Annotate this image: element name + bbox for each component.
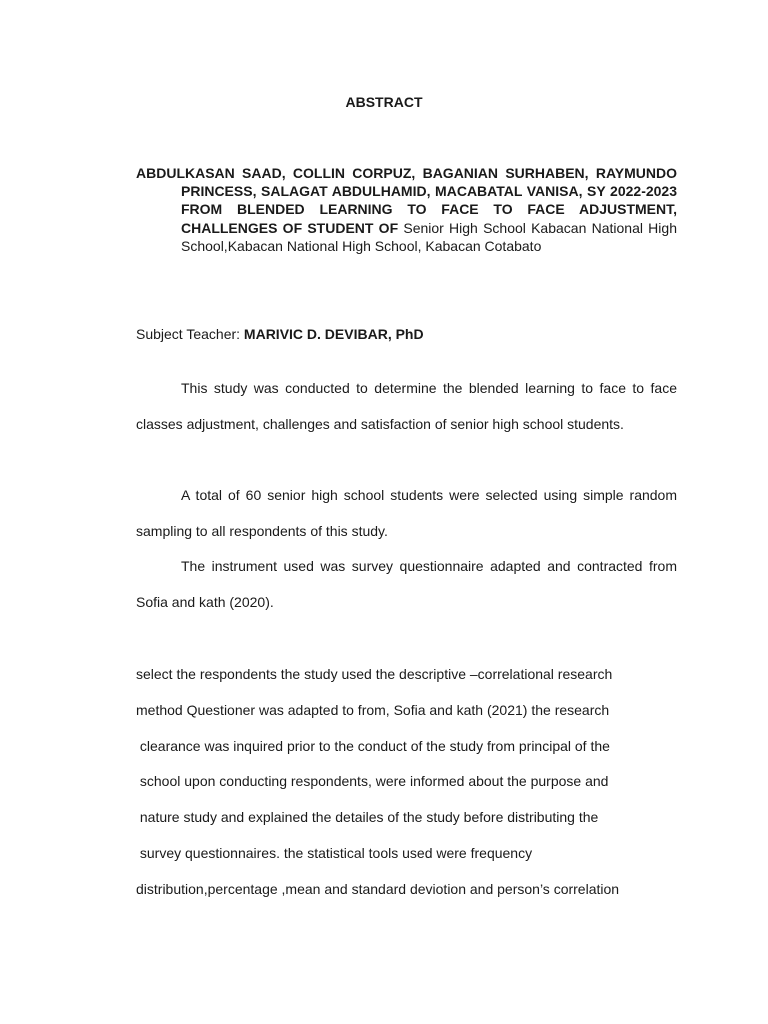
method-line-3: clearance was inquired prior to the conduct of the study from principal of the <box>136 738 610 754</box>
method-line-7: distribution,percentage ,mean and standard deviotion and person’s correlation <box>136 881 620 897</box>
method-line-2: method Questioner was adapted to from, Sofia and kath (2021) the research <box>136 702 610 718</box>
abstract-paragraph-2: A total of 60 senior high school students were selected using simple random sampling to all respondents of this study. <box>136 487 677 539</box>
subject-teacher-label: Subject Teacher: <box>136 326 244 342</box>
citation-school: Senior High School Kabacan National High School,Kabacan National High School, Kabacan Cotabato <box>181 219 677 254</box>
subject-teacher-name: MARIVIC D. DEVIBAR, PhD <box>243 326 424 342</box>
abstract-paragraph-3: The instrument used was survey questionnaire adapted and contracted from Sofia and kath (2020). <box>136 558 677 610</box>
method-line-4: school upon conducting respondents, were informed about the purpose and <box>136 773 609 789</box>
method-line-1: select the respondents the study used the descriptive –correlational research <box>136 666 613 682</box>
citation-block <box>136 164 677 255</box>
abstract-title: ABSTRACT <box>345 94 423 110</box>
method-line-6: survey questionnaires. the statistical tools used were frequency <box>136 845 533 861</box>
method-line-5: nature study and explained the detailes of the study before distributing the <box>136 809 599 825</box>
abstract-paragraph-1: This study was conducted to determine the blended learning to face to face classes adjustment, challenges and satisfaction of senior high school students. <box>136 380 677 432</box>
subject-teacher <box>136 325 424 343</box>
citation-authors: ABDULKASAN SAAD, COLLIN CORPUZ, BAGANIAN SURHABEN, RAYMUNDO PRINCESS, SALAGAT ABDULHAMID, MACABATAL VANISA, SY 2022-2023 FROM BLENDED LEARNING TO FACE TO FACE ADJUSTMENT, CHALLENGES OF STUDENT OF <box>136 165 677 236</box>
